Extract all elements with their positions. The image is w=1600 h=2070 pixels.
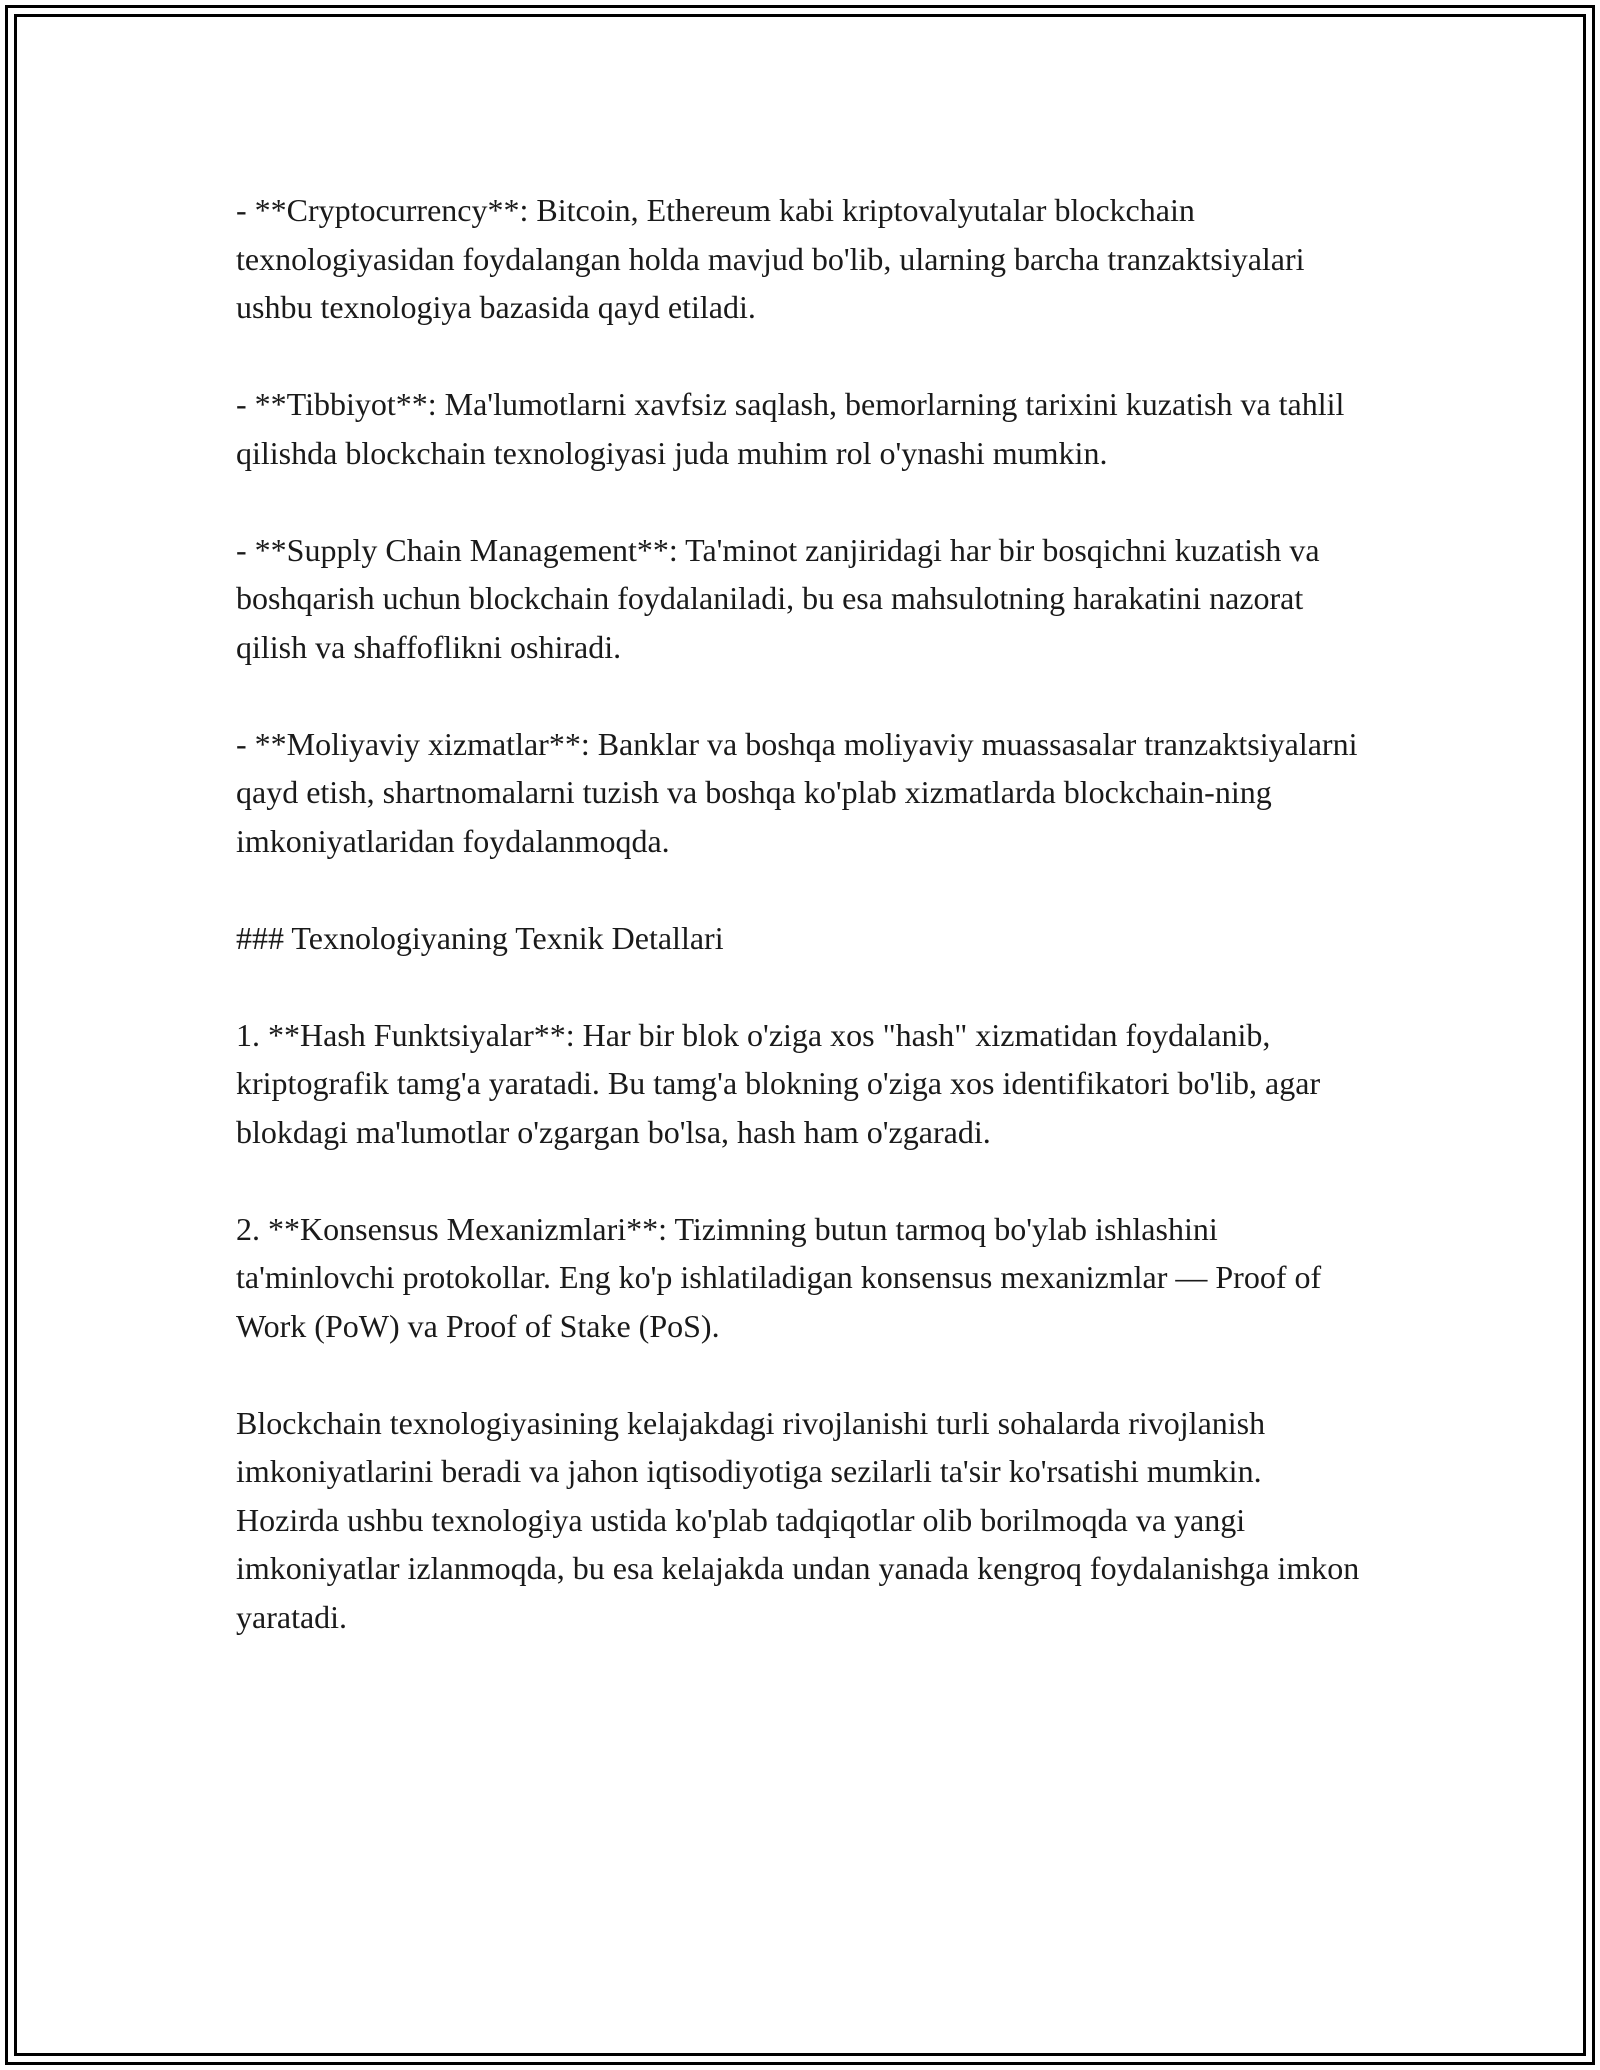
section-heading: ### Texnologiyaning Texnik Detallari bbox=[236, 919, 724, 956]
numbered-konsensus: 2. **Konsensus Mexanizmlari**: Tizimning butun tarmoq bo'ylab ishlashini ta'minlovchi protokollar. Eng ko'p ishlatiladigan konsensus mexanizmlar — Proof of Work (PoW) va Proof of Stake (PoS). bbox=[236, 1210, 1322, 1344]
bullet-moliyaviy-xizmatlar: - **Moliyaviy xizmatlar**: Banklar va boshqa moliyaviy muassasalar tranzaktsiyalarni qayd etish, shartnomalarni tuzish va boshqa ko'plab xizmatlarda blockchain-ning imkoniyatlaridan foydalanmoqda. bbox=[236, 725, 1358, 859]
numbered-hash-funktsiyalar: 1. **Hash Funktsiyalar**: Har bir blok o'ziga xos "hash" xizmatidan foydalanib, kriptografik tamg'a yaratadi. Bu tamg'a blokning o'ziga xos identifikatori bo'lib, agar blokdagi ma'lumotlar o'zgargan bo'lsa, hash ham o'zgaradi. bbox=[236, 1016, 1321, 1150]
conclusion-paragraph: Blockchain texnologiyasining kelajakdagi rivojlanishi turli sohalarda rivojlanish imkoniyatlarini beradi va jahon iqtisodiyotiga sezilarli ta'sir ko'rsatishi mumkin. Hozirda ushbu texnologiya ustida ko'plab tadqiqotlar olib borilmoqda va yangi imkoniyatlar izlanmoqda, bu esa kelajakda undan yanada kengroq foydalanishga imkon yaratadi. bbox=[236, 1404, 1360, 1635]
bullet-supply-chain: - **Supply Chain Management**: Ta'minot zanjiridagi har bir bosqichni kuzatish va boshqarish uchun blockchain foydalaniladi, bu esa mahsulotning harakatini nazorat qilish va shaffoflikni oshiradi. bbox=[236, 531, 1320, 665]
document-body bbox=[236, 186, 1366, 1641]
bullet-tibbiyot: - **Tibbiyot**: Ma'lumotlarni xavfsiz saqlash, bemorlarning tarixini kuzatish va tahlil qilishda blockchain texnologiyasi juda muhim rol o'ynashi mumkin. bbox=[236, 386, 1345, 471]
bullet-cryptocurrency: - **Cryptocurrency**: Bitcoin, Ethereum kabi kriptovalyutalar blockchain texnologiyasidan foydalangan holda mavjud bo'lib, ularning barcha tranzaktsiyalari ushbu texnologiya bazasida qayd etiladi. bbox=[236, 192, 1305, 325]
